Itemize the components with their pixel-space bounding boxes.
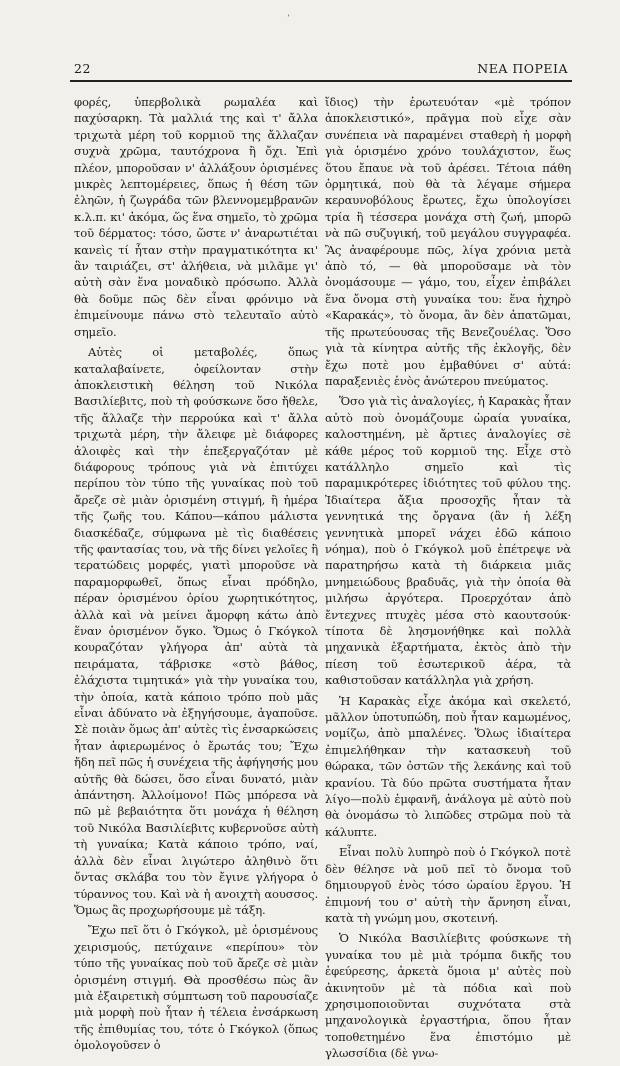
- paragraph: φορές, ὑπερβολικὰ ρωμαλέα καὶ παχύσαρκη. Τὰ μαλλιά της καὶ τ' ἄλλα τριχωτὰ μέρη τοῦ κορμιοῦ της ἄλλαζαν συχνὰ χρῶμα, ταυτόχρονα ἢ ὄχι. Ἐπὶ πλέον, μποροῦσαν ν' ἀλλάξουν ὁρισμένες μικρὲς λεπτομέρειες, ὅπως ἡ θέση τῶν ἐληῶν, ἡ ζωγράδα τῶν βλεννομεμβρανῶν κ.λ.π. κι' ἀκόμα, ὥς ἕνα σημεῖο, τὸ χρῶμα τοῦ δέρματος: τόσο, ὥστε ν' ἀναρωτιέται κανεὶς τί ἦταν στὴν πραγματικότητα κι' ἂν ταιριάζει, στ' ἀλήθεια, νὰ μιλᾶμε γι' αὐτὴ σὰν ἕνα μοναδικὸ πρόσωπο. Ἀλλὰ θὰ δοῦμε πῶς δὲν εἶναι φρόνιμο νὰ ἐπιμείνουμε πάνω στὸ τελευταῖο αὐτὸ σημεῖο.: [74, 95, 318, 339]
- page-number: 22: [74, 61, 91, 76]
- journal-title: ΝΕΑ ΠΟΡΕΙΑ: [477, 61, 568, 76]
- paragraph: Εἶναι πολὺ λυπηρὸ ποὺ ὁ Γκόγκολ ποτὲ δὲν θέλησε νὰ μοῦ πεῖ τὸ ὄνομα τοῦ δημιουργοῦ ἑνὸς τόσο ὡραίου ἔργου. Ἡ ἐπιμονή του σ' αὐτὴ τὴν ἄρνηση εἶναι, κατὰ τὴ γνώμη μου, σκοτεινή.: [325, 845, 571, 925]
- paragraph: Ἡ Καρακὰς εἶχε ἀκόμα καὶ σκελετό, μᾶλλον ὑποτυπώδη, ποὺ ἦταν καμωμένος, νομίζω, ἀπὸ μπαλένες. Ὅλως ἰδιαίτερα ἐπιμελήθηκαν τὴν κατασκευὴ τοῦ θώρακα, τῶν ὀστῶν τῆς λεκάνης καὶ τοῦ κρανίου. Τὰ δύο πρῶτα συστήματα ἦταν λίγο—πολὺ ἐμφανῆ, ἀνάλογα μὲ αὐτὸ ποὺ θὰ ὀνομάσω τὸ λιπῶδες στρῶμα ποὺ τὰ κάλυπτε.: [325, 693, 571, 839]
- header-rule: [70, 80, 572, 82]
- ink-speck: ʼ: [287, 14, 290, 23]
- paragraph: Ὁ Νικόλα Βασιλίεβιτς φούσκωνε τὴ γυναίκα του μὲ μιὰ τρόμπα δικῆς του ἐφεύρεσης, ἀρκετὰ ὅμοια μ' αὐτὲς ποὺ ἀκινητοῦν μὲ τὰ πόδια καὶ ποὺ χρησιμοποιοῦνται συχνότατα στὰ μηχανολογικὰ ἐργαστήρια, ὅπου ἦταν τοποθετημένο ἕνα ἐπιστόμιο μὲ γλωσσίδια (δὲ γνω-: [325, 931, 571, 1061]
- paragraph: ἴδιος) τὴν ἐρωτευόταν «μὲ τρόπον ἀποκλειστικό», πρᾶγμα ποὺ εἶχε σὰν συνέπεια νὰ παραμένει σταθερὴ ἡ μορφὴ γιὰ ὁρισμένο χρόνο τουλάχιστον, ἕως ὅτου ἔπαυε νὰ τοῦ ἀρέσει. Τέτοια πάθη ὁρμητικά, ποὺ θὰ τὰ λέγαμε σήμερα κεραυνοβόλους ἔρωτες, ἔχω ὑπολογίσει τρία ἢ τέσσερα μονάχα στὴ ζωή, μπορῶ νὰ πῶ συζυγική, τοῦ μεγάλου συγγραφέα. Ἂς ἀναφέρουμε πῶς, λίγα χρόνια μετὰ ἀπὸ τό, — θὰ μποροῦσαμε νὰ τὸν ὀνομάσουμε — γάμο, του, εἶχεν ἐπιβάλει ἕνα ὄνομα στὴ γυναίκα του: ἕνα ἠχηρὸ «Καρακάς», τὸ ὄνομα, ἂν δὲν ἀπατῶμαι, τῆς πρωτεύουσας τῆς Βενεζουέλας. Ὅσο γιὰ τὰ κίνητρα αὐτῆς τῆς ἐκλογῆς, δὲν ἔχω ποτὲ μου ἐμβαθύνει σ' αὐτά: παραξενιὲς ἑνὸς ἀνώτερου πνεύματος.: [325, 95, 571, 388]
- running-head: [74, 61, 568, 76]
- paragraph: Ἔχω πεῖ ὅτι ὁ Γκόγκολ, μὲ ὁρισμένους χειρισμούς, πετύχαινε «περίπου» τὸν τύπο τῆς γυναίκας ποὺ τοῦ ἄρεζε σὲ μιὰν ὁρισμένη στιγμή. Θὰ προσθέσω πὼς ἂν μιὰ ἐξαιρετικὴ σύμπτωση τοῦ παρουσίαζε μιὰ μορφὴ ποὺ ἦταν ἡ τέλεια ἐνσάρκωση τῆς ἐπιθυμίας του, τότε ὁ Γκόγκολ (ὅπως ὁμολογοῦσεν ὁ: [74, 923, 318, 1053]
- paragraph: Ὅσο γιὰ τὶς ἀναλογίες, ἡ Καρακὰς ἦταν αὐτὸ ποὺ ὀνομάζουμε ὡραία γυναίκα, καλοστημένη, μὲ ἄρτιες ἀναλογίες σὲ κάθε μέρος τοῦ κορμιοῦ της. Εἶχε στὸ κατάλληλο σημεῖο καὶ τὶς παραμικρότερες ἰδιότητες τοῦ φύλου της. Ἰδιαίτερα ἄξια προσοχῆς ἦταν τὰ γεννητικά της ὄργανα (ἂν ἡ λέξη γεννητικὰ μπορεῖ νάχει ἐδῶ κάποιο νόημα), ποὺ ὁ Γκόγκολ μοῦ ἐπέτρεψε νὰ παρατηρήσω κατὰ τὴ διάρκεια μιᾶς μνημειώδους βραδυᾶς, γιὰ τὴν ὁποία θὰ μιλήσω ἀργότερα. Προερχόταν ἀπὸ ἔντεχνες πτυχὲς μέσα στὸ καουτσούκ· τίποτα δὲ λησμονήθηκε καὶ πολλὰ μηχανικὰ ἐξαρτήματα, ἐκτὸς ἀπὸ τὴν πίεση τοῦ ἐσωτερικοῦ ἀέρα, τὰ καθιστοῦσαν κατάλληλα γιὰ χρήση.: [325, 394, 571, 688]
- right-column: [325, 94, 571, 1066]
- left-column: [74, 94, 318, 1058]
- paragraph: Αὐτὲς οἱ μεταβολές, ὅπως καταλαβαίνετε, ὀφείλονταν στὴν ἀποκλειστικὴ θέληση τοῦ Νικόλα Βασιλίεβιτς, ποὺ τὴ φούσκωνε ὅσο ἤθελε, τῆς ἄλλαζε τὴν περρούκα καὶ τ' ἄλλα τριχωτὰ μέρη, τὴν ἄλειφε μὲ διάφορες ἀλοιφὲς καὶ τὴν ἐπεξεργαζόταν μὲ διάφορους τρόπους γιὰ νὰ ἐπιτύχει περίπου τὸν τύπο τῆς γυναίκας ποὺ τοῦ ἄρεζε σὲ μιὰν ὁρισμένη στιγμή, ἢ ἡμέρα τῆς ζωῆς του. Κάπου—κάπου μάλιστα διασκέδαζε, σύμφωνα μὲ τὶς διαθέσεις τῆς φαντασίας του, νὰ τῆς δίνει γελοῖες ἢ τερατώδεις μορφές, γιατὶ μποροῦσε νὰ παραμορφωθεῖ, ὅπως εἶναι πρόδηλο, πέραν ὁρισμένου ὁρίου χωρητικότητος, ἀλλὰ καὶ νὰ μείνει ἄμορφη κάτω ἀπὸ ἕναν ὁρισμένον ὄγκο. Ὅμως ὁ Γκόγκολ κουραζόταν γλήγορα ἀπ' αὐτὰ τὰ πειράματα, τάβρισκε «στὸ βάθος, ἐλάχιστα τιμητικά» γιὰ τὴν γυναίκα του, τὴν ὁποία, κατὰ κάποιο τρόπο ποὺ μᾶς εἶναι ἀδύνατο νὰ ἐξηγήσουμε, ἀγαποῦσε. Σὲ ποιὰν ὅμως ἀπ' αὐτὲς τὶς ἐνσαρκώσεις ἦταν ἀφιερωμένος ὁ ἔρωτάς του; Ἔχω ἤδη πεῖ πῶς ἡ συνέχεια τῆς ἀφήγησής μου αὐτῆς θὰ δώσει, ὅσο εἶναι δυνατό, μιὰν ἀπάντηση. Ἀλλοίμονο! Πῶς μπόρεσα νὰ πῶ μὲ βεβαιότητα ὅτι μονάχα ἡ θέληση τοῦ Νικόλα Βασιλίεβιτς κυβερνοῦσε αὐτὴ τὴ γυναίκα; Κατὰ κάποιο τρόπο, ναί, ἀλλὰ δὲν εἶναι λιγώτερο ἀληθινὸ ὅτι ὄντας σκλάβα του τὸν ἔγινε γλήγορα ὁ τύραννος του. Καὶ νὰ ἡ ανοιχτὴ αουσσος. Ὅμως ἂς προχωρήσουμε μὲ τάξη.: [74, 345, 318, 917]
